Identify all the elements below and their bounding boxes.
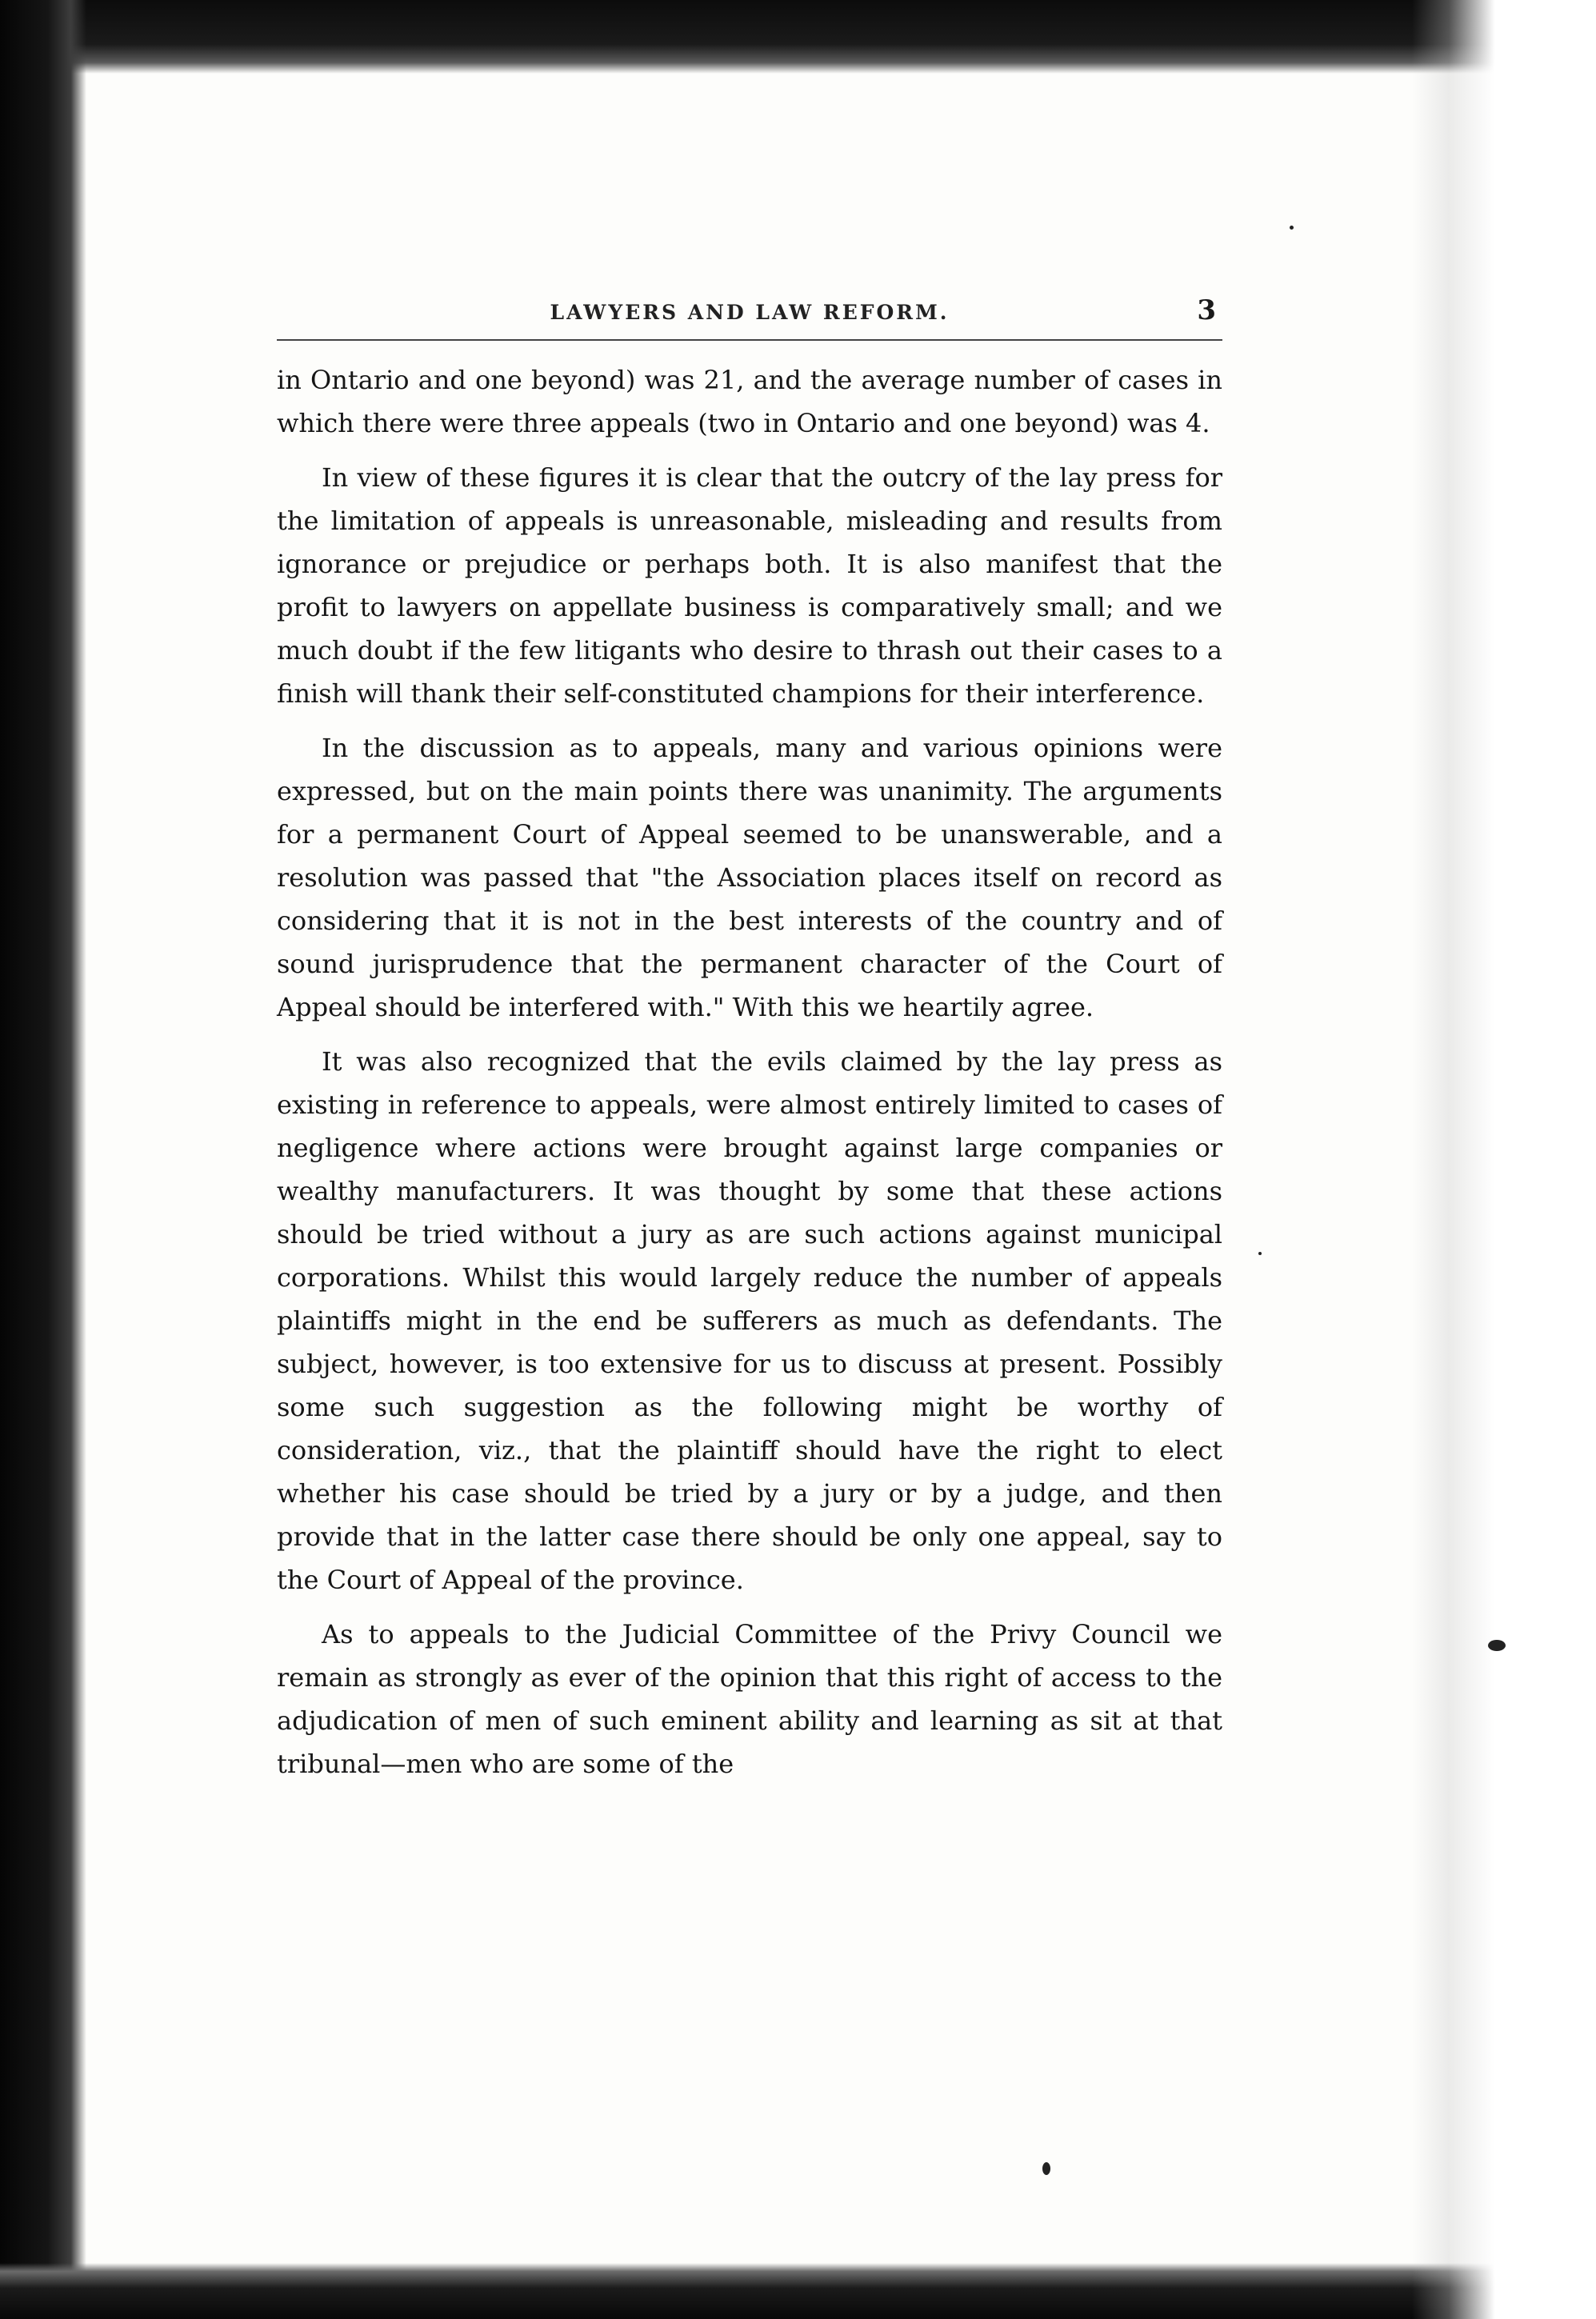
paragraph-discussion: In the discussion as to appeals, many and various opinions were expressed, but on the main points there was unanimity. The arguments for a permanent Court of Appeal seemed to be unanswerable, and a resolution was passed that "the Association places itself on record as considering that it is not in the best interests of the country and of sound jurisprudence that the permanent character of the Court of Appeal should be interfered with." With this we heartily agree. [277,733,1222,1022]
ink-speck [1258,1252,1262,1255]
ink-speck [1042,2162,1050,2175]
scan-border-top [0,0,1596,74]
paragraph-continuation: in Ontario and one beyond) was 21, and the average number of cases in which there were three appeals (two in Ontario and one beyond) was 4. [277,365,1222,438]
body-text [277,358,1222,1785]
page-number: 3 [1197,294,1216,326]
scan-border-left [0,0,86,2319]
ink-speck [1488,1640,1506,1651]
ink-speck [1290,226,1294,230]
running-head [277,294,1222,341]
paragraph-privy-council: As to appeals to the Judicial Committee of the Privy Council we remain as strongly as ever of the opinion that this right of access to the adjudication of men of such eminent ability and learning as sit at that tribunal—men who are some of the [277,1619,1222,1779]
paragraph-outcry: In view of these figures it is clear that the outcry of the lay press for the limitation of appeals is unreasonable, misleading and results from ignorance or prejudice or perhaps both. It is also manifest that the profit to lawyers on appellate business is comparatively small; and we much doubt if the few litigants who desire to thrash out their cases to a finish will thank their self-constituted champions for their interference. [277,462,1222,709]
scan-border-bottom [0,2263,1596,2319]
page-content [277,294,1222,1797]
running-title: LAWYERS AND LAW REFORM. [550,301,950,324]
paragraph-evils: It was also recognized that the evils claimed by the lay press as existing in reference to appeals, were almost entirely limited to cases of negligence where actions were brought against large companies or wealthy manufacturers. It was thought by some that these actions should be tried without a jury as are such actions against municipal corporations. Whilst this would largely reduce the number of appeals plaintiffs might in the end be sufferers as much as defendants. The subject, however, is too extensive for us to discuss at present. Possibly some such suggestion as the following might be worthy of consideration, viz., that the plaintiff should have the right to elect whether his case should be tried by a jury or by a judge, and then provide that in the latter case there should be only one appeal, say to the Court of Appeal of the province. [277,1046,1222,1595]
scan-border-right [1412,0,1596,2319]
